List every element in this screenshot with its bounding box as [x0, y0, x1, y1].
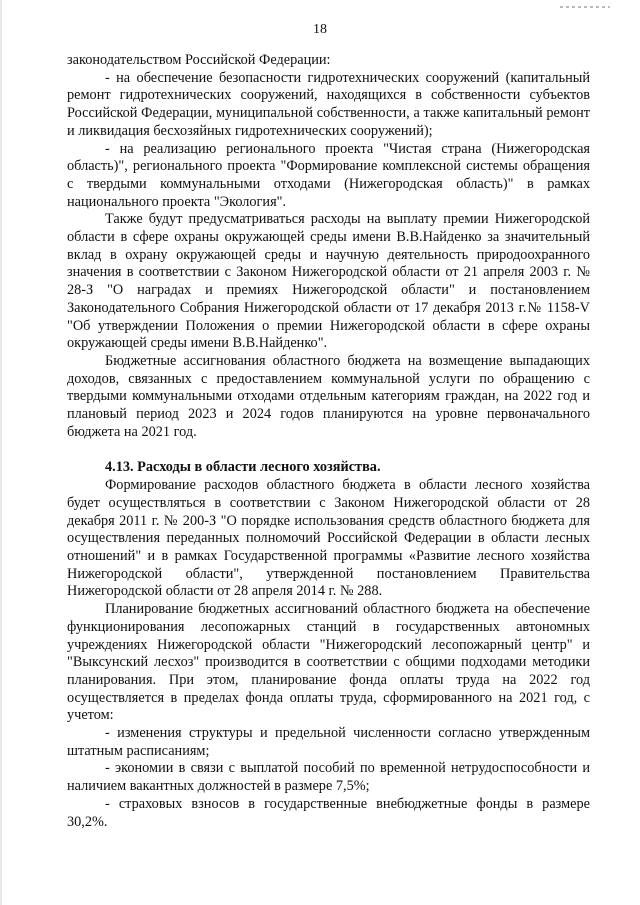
paragraph-fire-stations: Планирование бюджетных ассигнований областного бюджета на обеспечение функционирования лесопожарных станций в государственных автономных учреждениях Нижегородской области "Нижегородский лесопожарный центр" и "Выксунский лесхоз" производится в соответствии с общими подходами методики планирования. При этом, планирование фонда оплаты труда на 2022 год осуществляется в пределах фонда оплаты труда, сформированного на 2021 год, с учетом: — [67, 601, 590, 724]
document-body — [67, 52, 590, 831]
list-item-hydro-safety: - на обеспечение безопасности гидротехнических сооружений (капитальный ремонт гидротехнических сооружений, находящихся в собственности субъектов Российской Федерации, муниципальной собственности, а также капитальный ремонт и ликвидация бесхозяйных гидротехнических сооружений); — [67, 69, 590, 139]
list-item-insurance: - страховых взносов в государственные внебюджетные фонды в размере 30,2%. — [67, 795, 590, 830]
list-item-staff-structure: - изменения структуры и предельной численности согласно утвержденным штатным расписаниям; — [67, 725, 590, 759]
paragraph-continuation: законодательством Российской Федерации: — [67, 52, 331, 68]
page-number: 18 — [313, 22, 327, 37]
paragraph-waste-compensation: Бюджетные ассигнования областного бюджета на возмещение выпадающих доходов, связанных с предоставлением коммунальной услуги по обращению с твердыми коммунальными отходами отдельным категориям граждан, на 2022 год и плановый период 2023 и 2024 годов планируются на уровне первоначального бюджета на 2021 год. — [67, 352, 590, 440]
scan-edge — [0, 0, 2, 905]
list-item-savings: - экономии в связи с выплатой пособий по временной нетрудоспособности и наличием вакантных должностей в размере 7,5%; — [67, 760, 590, 795]
list-item-regional-projects: - на реализацию регионального проекта "Чистая страна (Нижегородская область)", регионального проекта "Формирование комплексной системы обращения с твердыми коммунальными отходами (Нижегородская область)" в рамках национального проекта "Экология". — [67, 140, 590, 210]
scan-artifact — [560, 6, 610, 8]
section-heading: 4.13. Расходы в области лесного хозяйства. — [105, 459, 381, 476]
paragraph-naydenko-prize: Также будут предусматриваться расходы на выплату премии Нижегородской области в сфере охраны окружающей среды имени В.В.Найденко за значительный вклад в охрану окружающей среды и научную деятельность природоохранного значения в соответствии с Законом Нижегородской области от 21 апреля 2003 г. № 28-З "О наградах и премиях Нижегородской области" и постановлением Законодательного Собрания Нижегородской области от 17 декабря 2013 г.№ 1158-V "Об утверждении Положения о премии Нижегородской области в сфере охраны окружающей среды имени В.В.Найденко". — [67, 211, 590, 352]
paragraph-forestry-law: Формирование расходов областного бюджета в области лесного хозяйства будет осуществляться в соответствии с Законом Нижегородской области от 28 декабря 2011 г. № 200-З "О порядке использования средств областного бюджета для осуществления переданных полномочий Российской Федерации в области лесных отношений" и в рамках Государственной программы «Развитие лесного хозяйства Нижегородской области", утвержденной постановлением Правительства Нижегородской области от 28 апреля 2014 г. № 288. — [67, 477, 590, 600]
